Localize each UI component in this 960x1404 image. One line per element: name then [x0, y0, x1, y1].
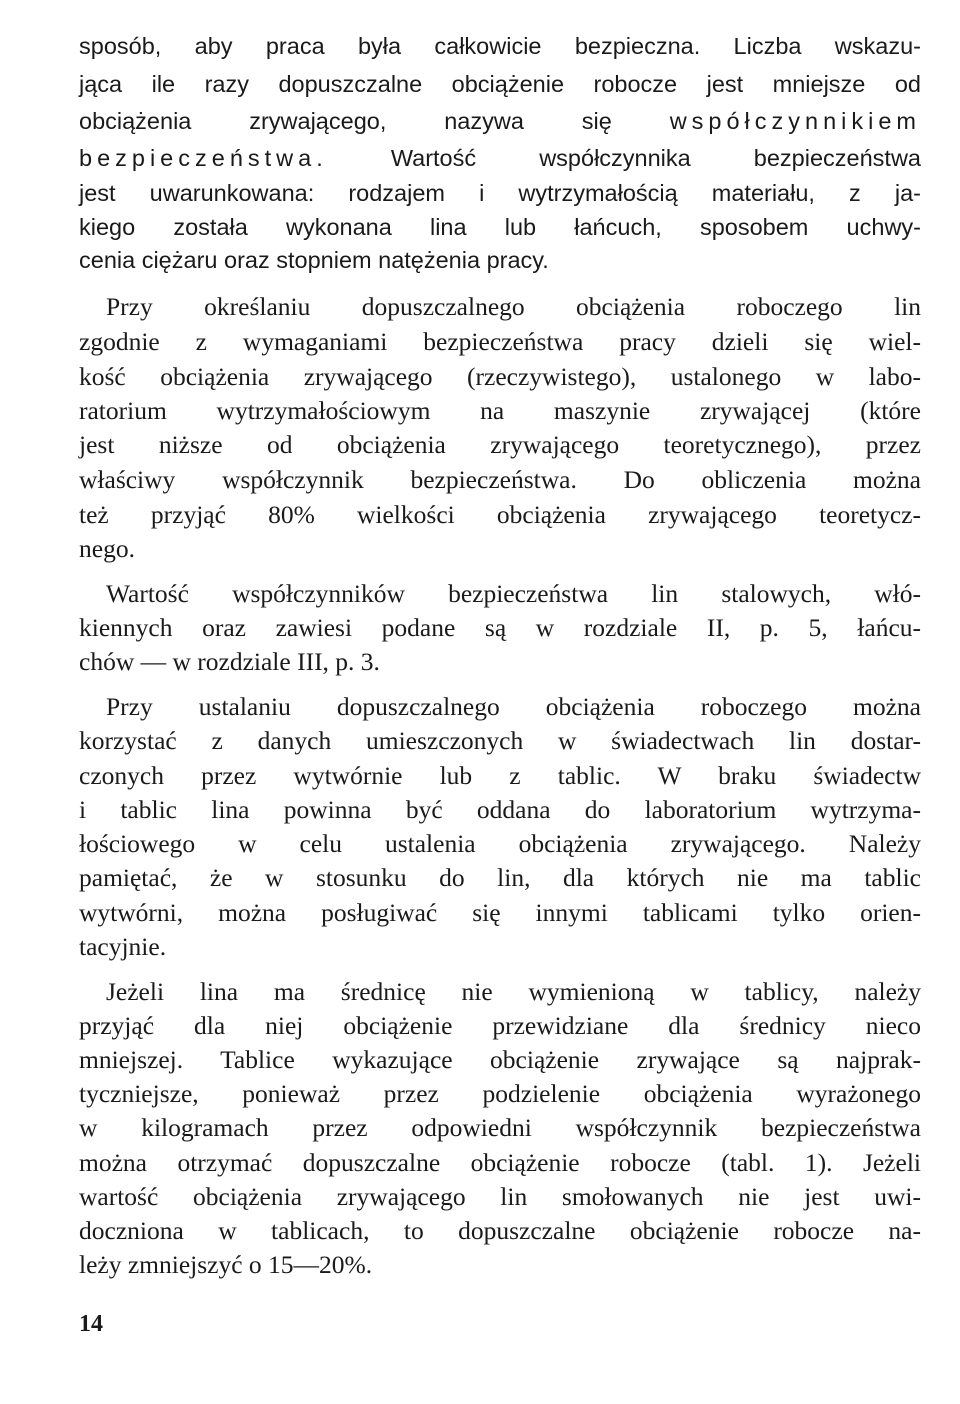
- text-line: czonych przez wytwórnie lub z tablic. W braku świadectw: [79, 761, 921, 790]
- text-line: doczniona w tablicach, to dopuszczalne obciążenie robocze na-: [79, 1216, 921, 1245]
- text-line: i tablic lina powinna być oddana do laboratorium wytrzyma-: [79, 795, 921, 824]
- text-line: jest uwarunkowana: rodzajem i wytrzymałością materiału, z ja-: [79, 180, 921, 206]
- text-line: łościowego w celu ustalenia obciążenia zrywającego. Należy: [79, 829, 921, 858]
- spaced-term: bezpieczeństwa.: [79, 145, 328, 171]
- text-line: leży zmniejszyć o 15—20%.: [79, 1250, 373, 1279]
- text-line: nego.: [79, 534, 135, 563]
- text-line: właściwy współczynnik bezpieczeństwa. Do obliczenia można: [79, 465, 921, 494]
- text-line: korzystać z danych umieszczonych w świadectwach lin dostar-: [79, 726, 921, 755]
- text-line: kiennych oraz zawiesi podane są w rozdziale II, p. 5, łańcu-: [79, 613, 921, 642]
- text-line: Przy określaniu dopuszczalnego obciążenia roboczego lin: [106, 292, 921, 321]
- text-line: tacyjnie.: [79, 932, 167, 961]
- text-line: jest niższe od obciążenia zrywającego teoretycznego), przez: [79, 430, 921, 459]
- text-line: też przyjąć 80% wielkości obciążenia zrywającego teoretycz-: [79, 500, 921, 529]
- text-line: Jeżeli lina ma średnicę nie wymienioną w tablicy, należy: [106, 977, 921, 1006]
- text-line: mniejszej. Tablice wykazujące obciążenie zrywające są najprak-: [79, 1045, 921, 1074]
- text-line: wytwórni, można posługiwać się innymi tablicami tylko orien-: [79, 898, 921, 927]
- text-line: sposób, aby praca była całkowicie bezpieczna. Liczba wskazu-: [79, 33, 921, 59]
- text-line: pamiętać, że w stosunku do lin, dla których nie ma tablic: [79, 863, 921, 892]
- text-segment: obciążenia zrywającego, nazywa się: [79, 108, 670, 134]
- page-number: 14: [79, 1311, 103, 1337]
- text-line: kiego została wykonana lina lub łańcuch, sposobem uchwy-: [79, 214, 921, 240]
- text-line: kość obciążenia zrywającego (rzeczywistego), ustalonego w labo-: [79, 362, 921, 391]
- spaced-term: współczynnikiem: [669, 108, 921, 134]
- text-line: wartość obciążenia zrywającego lin smołowanych nie jest uwi-: [79, 1182, 921, 1211]
- text-line: tyczniejsze, ponieważ przez podzielenie obciążenia wyrażonego: [79, 1079, 921, 1108]
- text-line: ratorium wytrzymałościowym na maszynie zrywającej (które: [79, 396, 921, 425]
- text-line: Przy ustalaniu dopuszczalnego obciążenia roboczego można: [106, 692, 921, 721]
- text-line: jąca ile razy dopuszczalne obciążenie robocze jest mniejsze od: [79, 71, 921, 97]
- text-line: [79, 105, 921, 137]
- text-line: zgodnie z wymaganiami bezpieczeństwa pracy dzieli się wiel-: [79, 327, 921, 356]
- text-line: w kilogramach przez odpowiedni współczynnik bezpieczeństwa: [79, 1113, 921, 1142]
- text-line: chów — w rozdziale III, p. 3.: [79, 647, 380, 676]
- text-line: można otrzymać dopuszczalne obciążenie robocze (tabl. 1). Jeżeli: [79, 1148, 921, 1177]
- text-line: przyjąć dla niej obciążenie przewidziane dla średnicy nieco: [79, 1011, 921, 1040]
- text-line: cenia ciężaru oraz stopniem natężenia pracy.: [79, 247, 549, 273]
- text-line: Wartość współczynników bezpieczeństwa lin stalowych, włó-: [106, 579, 921, 608]
- text-segment: Wartość współczynnika bezpieczeństwa: [327, 145, 921, 171]
- text-line: [79, 142, 921, 174]
